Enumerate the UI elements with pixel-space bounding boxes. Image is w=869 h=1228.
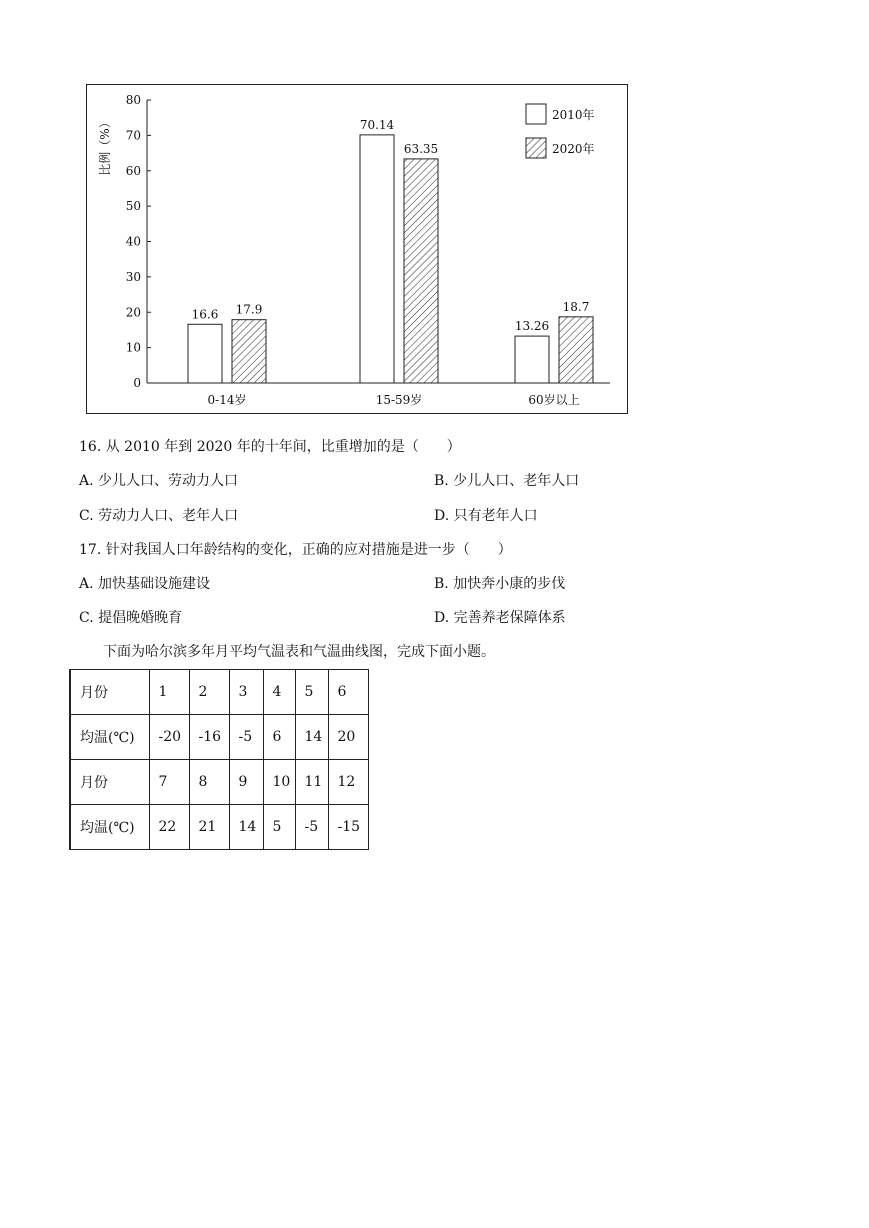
table-cell: 2 [189, 670, 229, 715]
table-cell: -5 [295, 805, 328, 850]
table-cell: 9 [229, 760, 263, 805]
table-row-header: 均温(℃) [70, 805, 149, 850]
table-row [70, 805, 368, 850]
question-17-option-a: A. 加快基础设施建设 [79, 576, 211, 592]
bar-2020-1 [404, 159, 438, 383]
table-cell: 5 [295, 670, 328, 715]
y-tick-label: 80 [125, 93, 141, 107]
bar-2020-2 [559, 317, 593, 383]
x-tick-label: 0-14岁 [207, 393, 247, 407]
table-cell: -5 [229, 715, 263, 760]
table-row [70, 670, 368, 715]
population-age-chart [86, 84, 628, 414]
bar-data-label: 17.9 [235, 302, 263, 317]
bar-data-label: 18.7 [562, 299, 590, 314]
question-16-stem: 16. 从 2010 年到 2020 年的十年间，比重增加的是（ ） [79, 439, 461, 455]
bar-2010-2 [515, 336, 549, 383]
x-tick-label: 15-59岁 [375, 393, 423, 407]
table-cell: 7 [149, 760, 189, 805]
table-cell: 21 [189, 805, 229, 850]
y-tick-label: 40 [125, 234, 141, 249]
table-cell: 22 [149, 805, 189, 850]
bar-2020-0 [232, 320, 266, 383]
table-cell: 11 [295, 760, 328, 805]
bar-data-label: 13.26 [514, 319, 550, 334]
table-cell: -15 [328, 805, 368, 850]
question-17-option-b: B. 加快奔小康的步伐 [434, 576, 566, 592]
table-cell: 1 [149, 670, 189, 715]
question-17-stem: 17. 针对我国人口年龄结构的变化，正确的应对措施是进一步（ ） [79, 542, 512, 558]
table-cell: 8 [189, 760, 229, 805]
y-tick-label: 0 [133, 376, 141, 390]
y-tick-label: 10 [125, 340, 141, 355]
y-tick-label: 30 [125, 269, 141, 284]
question-17-option-c: C. 提倡晚婚晚育 [79, 610, 183, 626]
x-tick-label: 60岁以上 [528, 393, 580, 407]
table-row-header: 均温(℃) [70, 715, 149, 760]
table-cell: 20 [328, 715, 368, 760]
bar-2010-0 [188, 324, 222, 383]
question-16-option-b: B. 少儿人口、老年人口 [434, 473, 580, 489]
table-cell: 3 [229, 670, 263, 715]
y-axis-label: 比例（%） [98, 116, 112, 176]
legend-entry: 2010年 [552, 108, 595, 122]
table-cell: -16 [189, 715, 229, 760]
harbin-temperature-table [69, 669, 369, 850]
question-16-option-c: C. 劳动力人口、老年人口 [79, 508, 239, 524]
bar-data-label: 70.14 [359, 117, 395, 132]
bar-data-label: 16.6 [191, 307, 219, 322]
table-cell: 4 [263, 670, 295, 715]
question-16-option-d: D. 只有老年人口 [434, 508, 538, 524]
table-cell: 5 [263, 805, 295, 850]
table-cell: 14 [229, 805, 263, 850]
table-row-header: 月份 [70, 760, 149, 805]
legend-entry: 2020年 [552, 142, 595, 156]
table-cell: 6 [263, 715, 295, 760]
table-cell: -20 [149, 715, 189, 760]
y-tick-label: 60 [125, 163, 141, 178]
bar-data-label: 63.35 [403, 141, 439, 156]
table-cell: 10 [263, 760, 295, 805]
legend-swatch [526, 138, 546, 158]
table-cell: 6 [328, 670, 368, 715]
legend-swatch [526, 104, 546, 124]
section-intro: 下面为哈尔滨多年月平均气温表和气温曲线图，完成下面小题。 [103, 644, 495, 660]
question-16-option-a: A. 少儿人口、劳动力人口 [79, 473, 239, 489]
table-cell: 14 [295, 715, 328, 760]
y-tick-label: 70 [125, 128, 141, 143]
table-row-header: 月份 [70, 670, 149, 715]
table-row [70, 715, 368, 760]
table-row [70, 760, 368, 805]
y-tick-label: 50 [125, 199, 141, 214]
table-cell: 12 [328, 760, 368, 805]
bar-2010-1 [360, 135, 394, 383]
y-tick-label: 20 [125, 305, 141, 320]
question-17-option-d: D. 完善养老保障体系 [434, 610, 566, 626]
